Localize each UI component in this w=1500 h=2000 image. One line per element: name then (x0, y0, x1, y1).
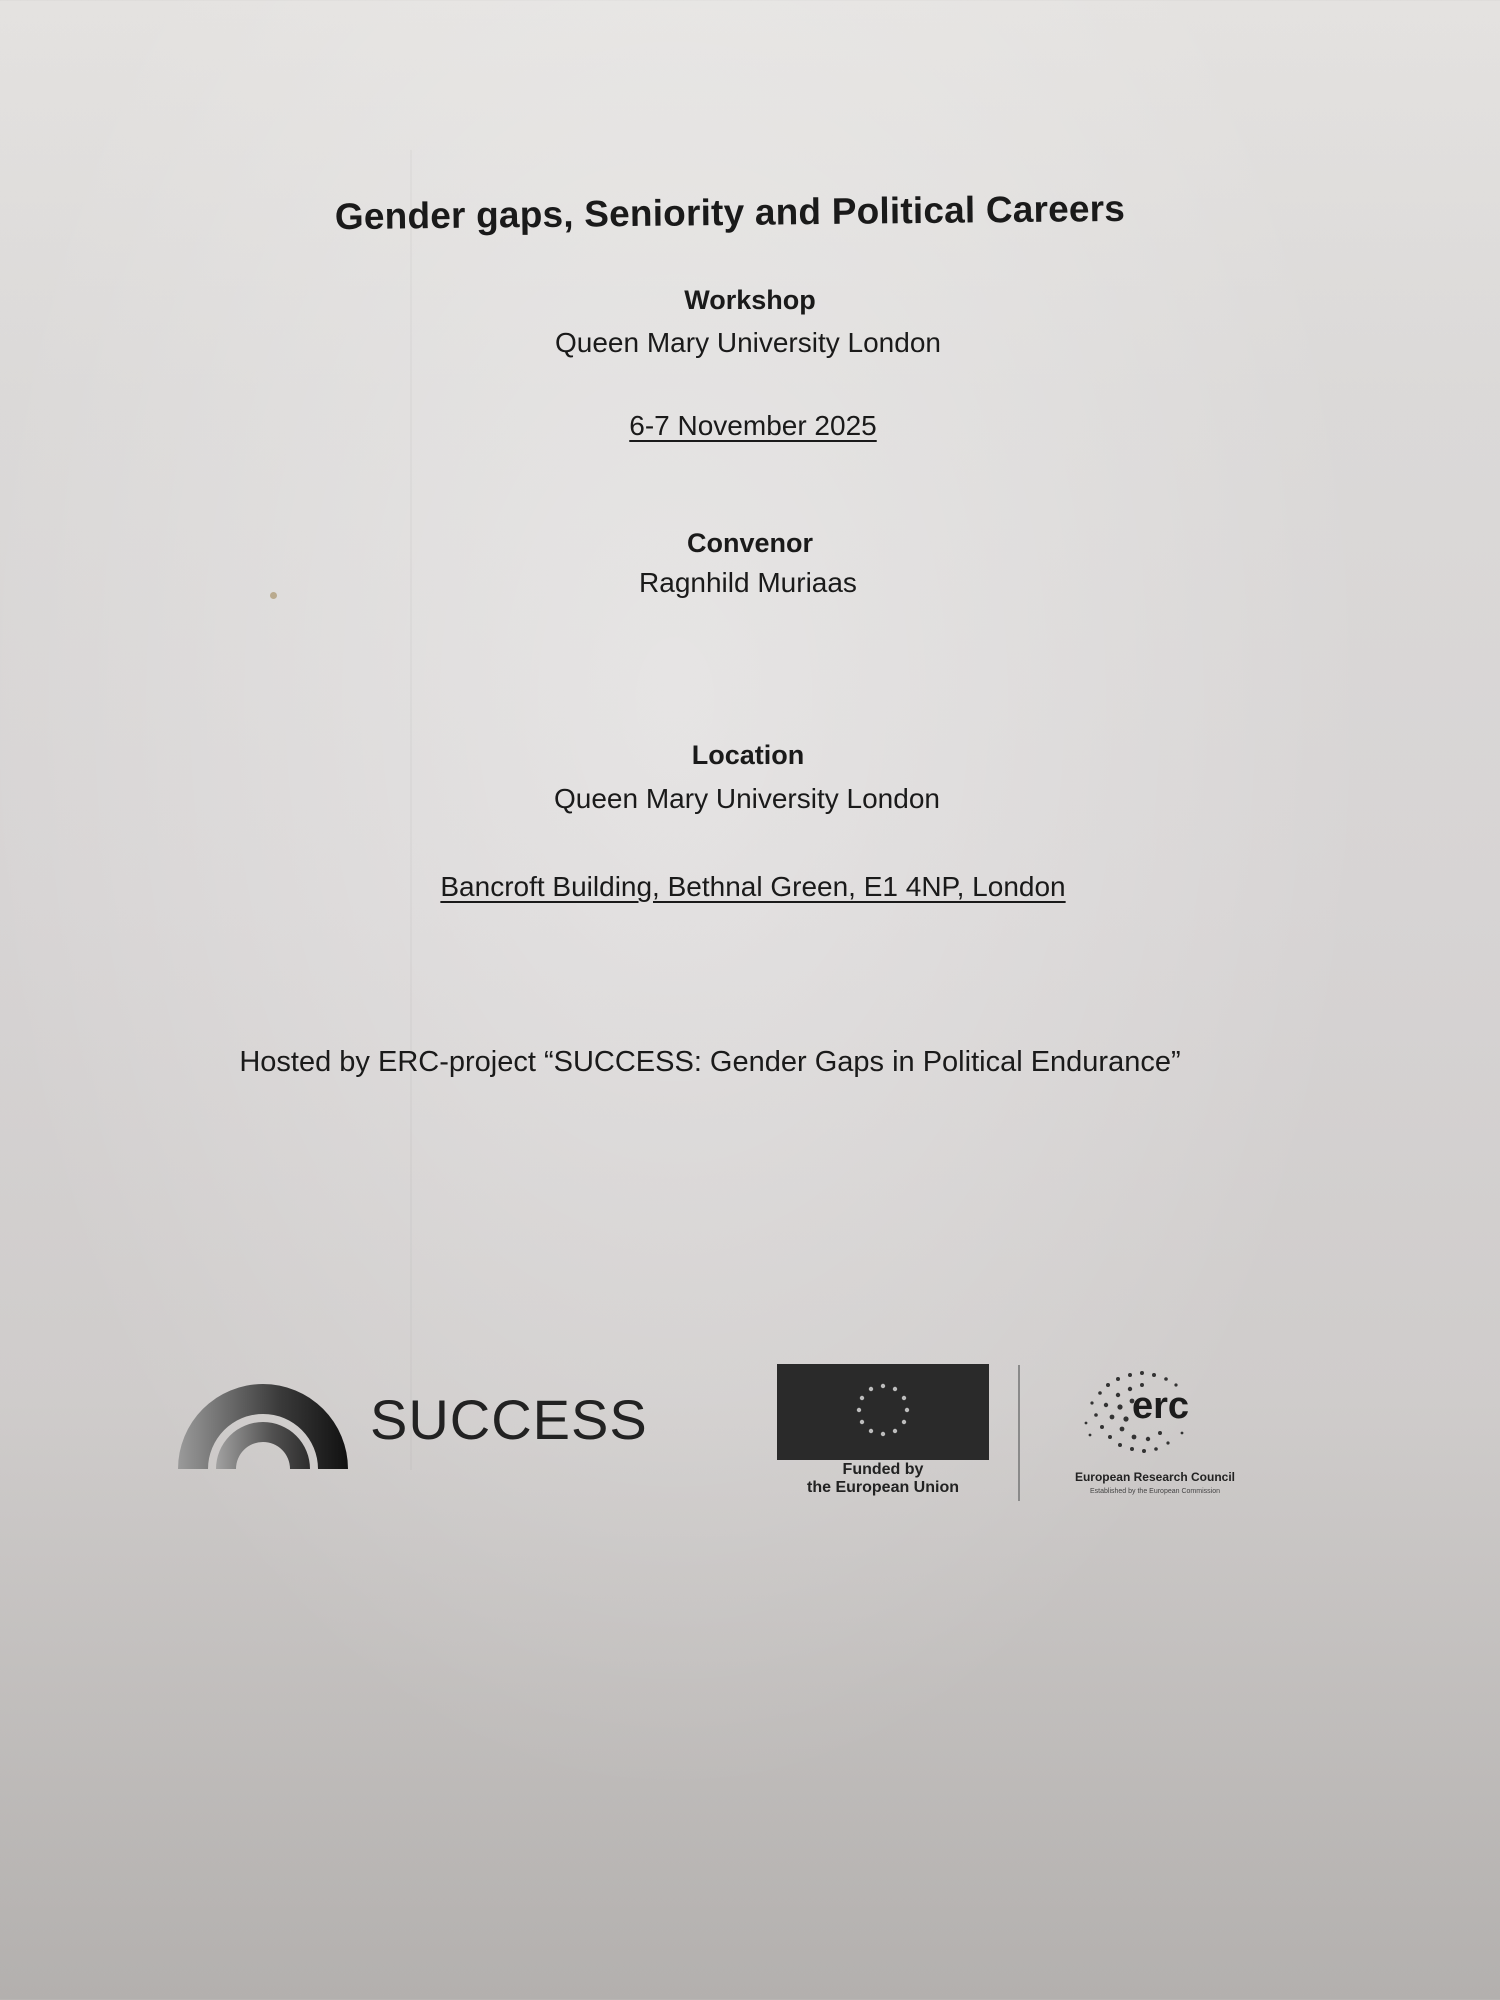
eu-funding-caption (760, 1461, 1006, 1497)
logo-strip (0, 1355, 1500, 1515)
eu-caption-line-2: the European Union (807, 1479, 959, 1496)
erc-subcaption: Established by the European Commission (1090, 1488, 1220, 1495)
event-type-label: Workshop (684, 285, 816, 315)
location-venue: Queen Mary University London (554, 783, 940, 814)
erc-wordmark: erc (1132, 1385, 1190, 1427)
location-label: Location (691, 740, 805, 770)
location-address: Bancroft Building, Bethnal Green, E1 4NP, London (440, 871, 1066, 902)
document-title: Gender gaps, Seniority and Political Careers (334, 187, 1126, 238)
eu-flag-icon (777, 1364, 989, 1460)
convenor-name: Ragnhild Muriaas (639, 567, 857, 598)
success-logo-icon (178, 1373, 348, 1469)
success-wordmark: SUCCESS (370, 1388, 648, 1451)
hosted-by-line: Hosted by ERC-project “SUCCESS: Gender Gaps in Political Endurance” (239, 1046, 1181, 1078)
erc-caption: European Research Council (1074, 1470, 1236, 1484)
event-institution: Queen Mary University London (555, 327, 941, 358)
eu-caption-line-1: Funded by (842, 1461, 924, 1478)
convenor-label: Convenor (686, 528, 813, 558)
event-date: 6-7 November 2025 (629, 410, 877, 441)
logo-divider (1018, 1365, 1020, 1501)
